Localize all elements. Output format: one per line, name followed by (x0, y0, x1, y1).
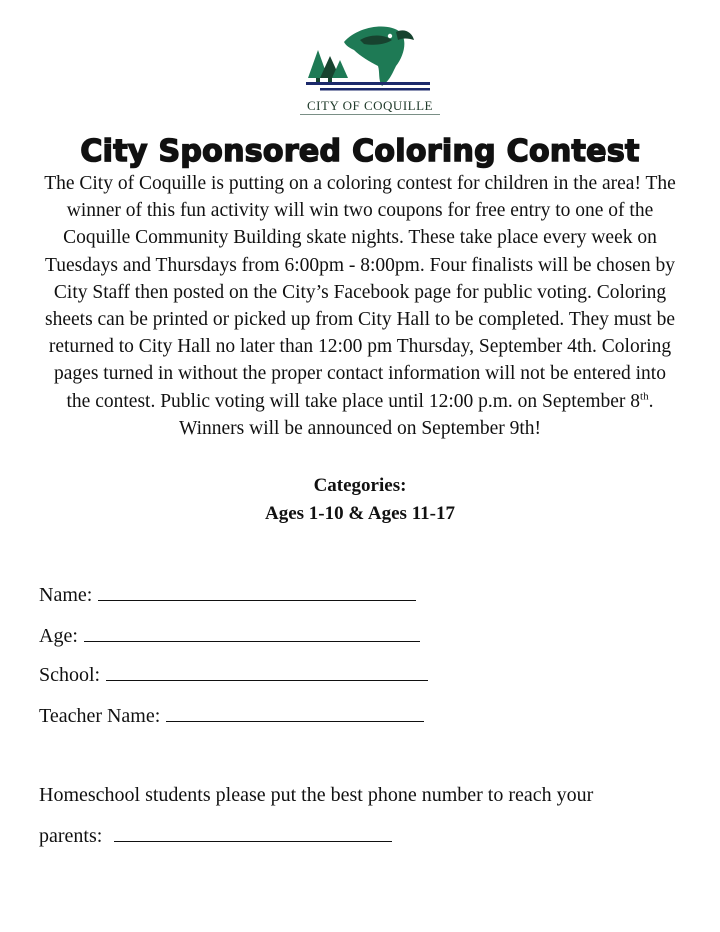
page-title: City Sponsored Coloring Contest (80, 134, 640, 169)
teacher-name-field (39, 703, 424, 728)
name-label: Name: (39, 584, 93, 606)
name-field (39, 582, 416, 607)
categories-ages: Ages 1-10 & Ages 11-17 (265, 503, 455, 524)
school-label: School: (39, 664, 101, 686)
logo-text: CITY OF COQUILLE (307, 98, 433, 113)
age-field (39, 623, 420, 648)
teacher-name-label: Teacher Name: (39, 705, 161, 727)
description-superscript: th (640, 390, 649, 403)
parents-phone-field (39, 823, 593, 848)
teacher-name-blank-line[interactable] (166, 703, 424, 722)
school-field (39, 662, 428, 687)
contest-description (40, 170, 680, 442)
homeschool-section (39, 783, 593, 848)
parents-phone-blank-line[interactable] (114, 823, 392, 842)
name-blank-line[interactable] (98, 582, 416, 601)
city-logo (300, 22, 440, 118)
fish-trees-logo-icon (300, 22, 440, 98)
categories-section (0, 472, 720, 528)
categories-heading: Categories: (313, 475, 407, 496)
description-tail: . Winners will be announced on September 9th! (178, 390, 654, 439)
logo-divider (300, 114, 440, 115)
description-main: The City of Coquille is putting on a coloring contest for children in the area! The winner of this fun activity will win two coupons for free entry to one of the Coquille Community Building skate nights. These take place every week on Tuesdays and Thursdays from 6:00pm - 8:00pm. Four finalists will be chosen by City Staff then posted on the City’s Facebook page for public voting. Coloring sheets can be printed or picked up from City Hall to be completed. They must be returned to City Hall no later than 12:00 pm Thursday, September 4th. Coloring pages turned in without the proper contact information will not be entered into the contest. Public voting will take place until 12:00 p.m. on September 8 (44, 173, 676, 412)
parents-label: parents: (39, 825, 103, 847)
age-label: Age: (39, 625, 78, 647)
school-blank-line[interactable] (106, 662, 428, 681)
age-blank-line[interactable] (84, 623, 420, 642)
homeschool-instruction: Homeschool students please put the best phone number to reach your (39, 784, 594, 806)
